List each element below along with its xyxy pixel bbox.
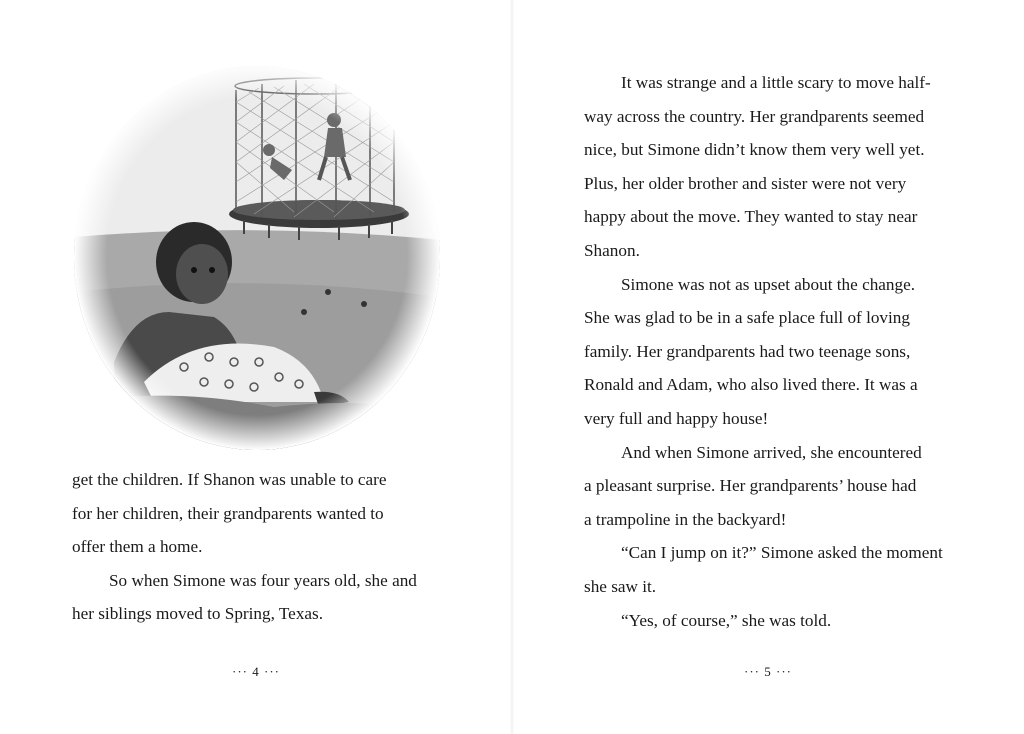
text-line: for her children, their grandparents wanted to [72, 503, 384, 523]
page-number: ··· 4 ··· [232, 664, 280, 679]
text-line: a trampoline in the backyard! [584, 509, 787, 529]
text-line: “Can I jump on it?” Simone asked the moment [621, 543, 943, 563]
text-line: she saw it. [584, 576, 657, 596]
right-page [512, 0, 1024, 734]
text-line: nice, but Simone didn’t know them very well yet. [584, 140, 925, 160]
text-line: Plus, her older brother and sister were not very [584, 173, 907, 193]
text-line: So when Simone was four years old, she and [109, 570, 417, 590]
left-page-text [72, 463, 444, 631]
text-line: very full and happy house! [584, 408, 769, 428]
text-line: get the children. If Shanon was unable to care [72, 470, 387, 489]
text-line: her siblings moved to Spring, Texas. [72, 604, 324, 624]
right-page-text [584, 66, 956, 637]
page-number: ··· 5 ··· [744, 664, 792, 679]
text-line: “Yes, of course,” she was told. [621, 610, 832, 630]
text-line: way across the country. Her grandparents seemed [584, 106, 925, 126]
text-line: happy about the move. They wanted to stay near [584, 207, 918, 227]
text-line: And when Simone arrived, she encountered [621, 442, 922, 462]
text-line: It was strange and a little scary to move half- [621, 73, 931, 92]
text-line: Shanon. [584, 240, 640, 260]
text-line: a pleasant surprise. Her grandparents’ house had [584, 476, 917, 496]
illustration-vignette [74, 62, 440, 450]
text-line: Simone was not as upset about the change. [621, 274, 916, 294]
text-line: Ronald and Adam, who also lived there. It was a [584, 375, 918, 395]
text-line: family. Her grandparents had two teenage sons, [584, 341, 911, 361]
text-line: offer them a home. [72, 537, 203, 557]
text-line: She was glad to be in a safe place full of loving [584, 308, 910, 328]
